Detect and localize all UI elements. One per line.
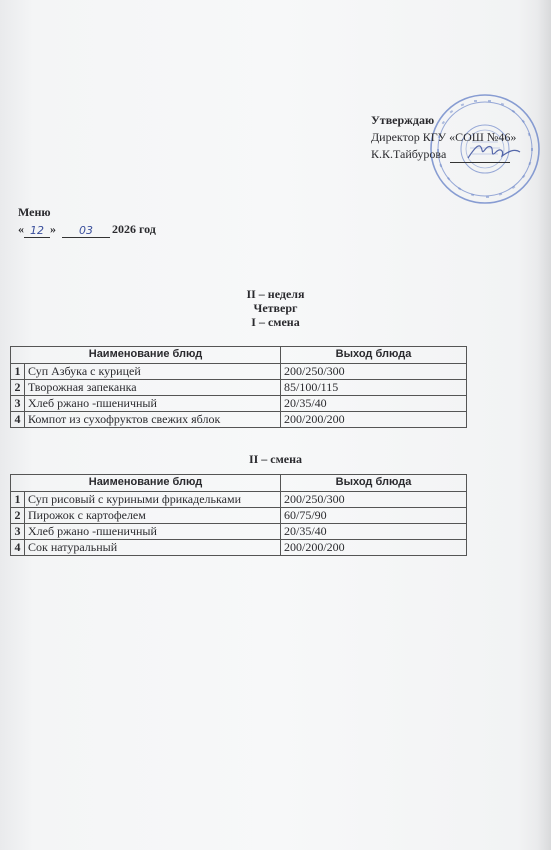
row-number: 2 bbox=[11, 508, 25, 524]
shift-1-title: I – смена bbox=[251, 315, 300, 329]
menu-title: Меню bbox=[18, 205, 51, 219]
shift-2-menu-table bbox=[10, 474, 467, 556]
director-name: К.К.Тайбурова bbox=[371, 147, 447, 161]
shift-1-menu-table bbox=[10, 346, 467, 428]
approval-title: Утверждаю bbox=[371, 113, 435, 127]
dish-name: Хлеб ржано -пшеничный bbox=[25, 396, 281, 412]
signature-line bbox=[450, 150, 510, 163]
table-row bbox=[11, 540, 467, 556]
director-name-line bbox=[371, 146, 541, 163]
table-row bbox=[11, 508, 467, 524]
shift-2-title: II – смена bbox=[248, 452, 303, 466]
table-row bbox=[11, 524, 467, 540]
table-row bbox=[11, 412, 467, 428]
dish-yield: 85/100/115 bbox=[281, 380, 467, 396]
week-label: II – неделя bbox=[246, 287, 305, 301]
table-row bbox=[11, 492, 467, 508]
table-row bbox=[11, 396, 467, 412]
row-number: 4 bbox=[11, 540, 25, 556]
director-position: Директор КГУ «СОШ №46» bbox=[371, 130, 517, 144]
dish-name: Творожная запеканка bbox=[25, 380, 281, 396]
date-close-quote: » bbox=[50, 222, 56, 236]
dish-yield: 200/200/200 bbox=[281, 412, 467, 428]
menu-date bbox=[18, 221, 156, 238]
dish-yield: 200/200/200 bbox=[281, 540, 467, 556]
column-header-dish: Наименование блюд bbox=[11, 347, 281, 364]
dish-yield: 20/35/40 bbox=[281, 396, 467, 412]
date-day-handwritten: 12 bbox=[24, 224, 50, 238]
row-number: 1 bbox=[11, 364, 25, 380]
dish-name: Хлеб ржано -пшеничный bbox=[25, 524, 281, 540]
date-month-handwritten: 03 bbox=[62, 224, 110, 238]
column-header-yield: Выход блюда bbox=[281, 347, 467, 364]
date-open-quote: « bbox=[18, 222, 24, 236]
row-number: 3 bbox=[11, 524, 25, 540]
table-header-row bbox=[11, 347, 467, 364]
dish-yield: 200/250/300 bbox=[281, 364, 467, 380]
row-number: 4 bbox=[11, 412, 25, 428]
column-header-dish: Наименование блюд bbox=[11, 475, 281, 492]
dish-name: Пирожок с картофелем bbox=[25, 508, 281, 524]
row-number: 1 bbox=[11, 492, 25, 508]
date-year: 2026 год bbox=[112, 222, 156, 236]
second-shift-heading bbox=[0, 452, 551, 466]
table-header-row bbox=[11, 475, 467, 492]
dish-yield: 60/75/90 bbox=[281, 508, 467, 524]
first-shift-heading bbox=[0, 287, 551, 329]
approval-block bbox=[371, 112, 541, 163]
dish-name: Суп Азбука с курицей bbox=[25, 364, 281, 380]
row-number: 3 bbox=[11, 396, 25, 412]
menu-header bbox=[18, 204, 156, 238]
column-header-yield: Выход блюда bbox=[281, 475, 467, 492]
dish-name: Суп рисовый с куриными фрикадельками bbox=[25, 492, 281, 508]
table-row bbox=[11, 364, 467, 380]
row-number: 2 bbox=[11, 380, 25, 396]
dish-yield: 200/250/300 bbox=[281, 492, 467, 508]
day-label: Четверг bbox=[253, 301, 298, 315]
table-row bbox=[11, 380, 467, 396]
dish-name: Компот из сухофруктов свежих яблок bbox=[25, 412, 281, 428]
dish-yield: 20/35/40 bbox=[281, 524, 467, 540]
dish-name: Сок натуральный bbox=[25, 540, 281, 556]
